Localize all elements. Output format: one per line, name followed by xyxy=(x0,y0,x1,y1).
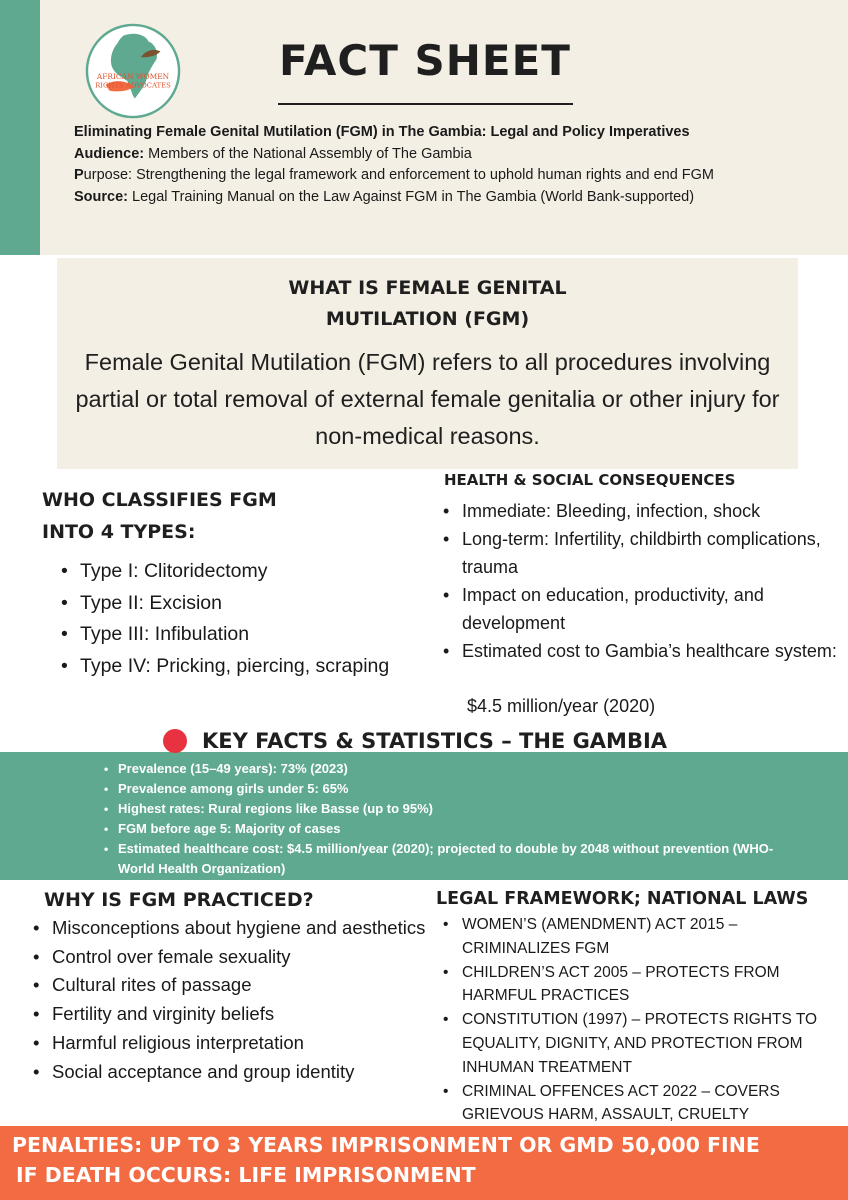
page-title: FACT SHEET xyxy=(279,36,571,85)
penalties-line: PENALTIES: UP TO 3 YEARS IMPRISONMENT OR GMD 50,000 FINE xyxy=(12,1133,760,1157)
list-item: • CHILDREN’S ACT 2005 – PROTECTS FROM HARMFUL PRACTICES xyxy=(440,961,840,1009)
list-item: • Harmful religious interpretation xyxy=(30,1029,430,1058)
audience-line xyxy=(74,144,834,166)
key-facts-heading: KEY FACTS & STATISTICS – THE GAMBIA xyxy=(202,729,668,753)
accent-bar xyxy=(0,0,40,255)
svg-text:AFRICAN WOMEN: AFRICAN WOMEN xyxy=(96,71,170,81)
list-item: • Type I: Clitoridectomy xyxy=(58,556,398,588)
healthcare-cost-label: Estimated cost to Gambia’s healthcare system: xyxy=(462,641,837,661)
list-item: • Type II: Excision xyxy=(58,588,398,620)
who-heading-line1: WHO CLASSIFIES FGM xyxy=(42,489,277,511)
purpose-value: Strengthening the legal framework and enforcement to uphold human rights and end FGM xyxy=(136,167,715,183)
title-divider xyxy=(278,103,573,105)
audience-value: Members of the National Assembly of The Gambia xyxy=(148,145,472,162)
list-item: • Control over female sexuality xyxy=(30,943,430,972)
source-value: Legal Training Manual on the Law Against FGM in The Gambia (World Bank-supported) xyxy=(132,188,695,205)
list-item: • CRIMINAL OFFENCES ACT 2022 – COVERS GRIEVOUS HARM, ASSAULT, CRUELTY xyxy=(440,1080,840,1128)
healthcare-cost-value: $4.5 million/year (2020) xyxy=(467,696,656,716)
purpose-label-rest: urpose: xyxy=(83,167,133,183)
what-is-fgm-heading-line2: MUTILATION (FGM) xyxy=(325,308,530,330)
list-item: • WOMEN’S (AMENDMENT) ACT 2015 – CRIMINALIZES FGM xyxy=(440,913,840,961)
health-consequences-list xyxy=(440,497,840,665)
national-laws-list xyxy=(440,913,840,1127)
list-item: • Social acceptance and group identity xyxy=(30,1058,430,1087)
fgm-types-list xyxy=(58,556,398,682)
death-penalty-line: IF DEATH OCCURS: LIFE IMPRISONMENT xyxy=(16,1163,476,1187)
fact-sheet-headline: Eliminating Female Genital Mutilation (FGM) in The Gambia: Legal and Policy Imperatives xyxy=(74,124,690,140)
key-facts-list xyxy=(100,759,800,879)
who-classification-heading xyxy=(42,484,402,548)
purpose-label-bold: P xyxy=(74,167,84,183)
what-is-fgm-heading-line1: WHAT IS FEMALE GENITAL xyxy=(288,277,567,299)
why-practiced-list xyxy=(30,914,430,1086)
audience-label: Audience: xyxy=(74,145,145,162)
list-item: • Cultural rites of passage xyxy=(30,971,430,1000)
health-consequences-heading: HEALTH & SOCIAL CONSEQUENCES xyxy=(444,471,736,489)
what-is-fgm-heading xyxy=(57,273,798,335)
list-item: • Fertility and virginity beliefs xyxy=(30,1000,430,1029)
legal-framework-heading: LEGAL FRAMEWORK; NATIONAL LAWS xyxy=(436,889,809,909)
list-item: • Prevalence (15–49 years): 73% (2023) xyxy=(100,759,800,779)
list-item: • Highest rates: Rural regions like Basse (up to 95%) xyxy=(100,799,800,819)
list-item: • Type IV: Pricking, piercing, scraping xyxy=(58,651,398,683)
list-item: • Type III: Infibulation xyxy=(58,619,398,651)
source-line xyxy=(74,187,834,209)
header-panel xyxy=(0,0,848,255)
list-item: • Immediate: Bleeding, infection, shock xyxy=(440,497,840,525)
fgm-definition: Female Genital Mutilation (FGM) refers to all procedures involving partial or total removal of external female genitalia or other injury for non-medical reasons. xyxy=(75,349,780,449)
penalties-banner xyxy=(0,1126,848,1200)
who-heading-line2: INTO 4 TYPES: xyxy=(42,521,196,543)
list-item: • FGM before age 5: Majority of cases xyxy=(100,819,800,839)
red-dot-icon xyxy=(163,729,187,753)
organization-logo xyxy=(84,22,182,120)
list-item: • Long-term: Infertility, childbirth complications, trauma xyxy=(440,525,840,581)
list-item: • CONSTITUTION (1997) – PROTECTS RIGHTS TO EQUALITY, DIGNITY, AND PROTECTION FROM INHUMAN TREATMENT xyxy=(440,1008,840,1079)
what-is-fgm-section xyxy=(57,258,798,469)
fact-sheet-meta xyxy=(74,122,834,208)
source-label: Source: xyxy=(74,188,128,205)
list-item: • Impact on education, productivity, and development xyxy=(440,581,840,637)
why-practiced-heading: WHY IS FGM PRACTICED? xyxy=(44,889,314,911)
key-facts-title-row xyxy=(160,726,840,756)
list-item xyxy=(440,637,840,665)
svg-text:RIGHTS ADVOCATES: RIGHTS ADVOCATES xyxy=(95,81,171,90)
list-item: • Estimated healthcare cost: $4.5 million/year (2020); projected to double by 2048 without prevention (WHO-World Health Organization) xyxy=(100,839,800,879)
list-item: • Prevalence among girls under 5: 65% xyxy=(100,779,800,799)
list-item: • Misconceptions about hygiene and aesthetics xyxy=(30,914,430,943)
purpose-line xyxy=(74,165,834,187)
